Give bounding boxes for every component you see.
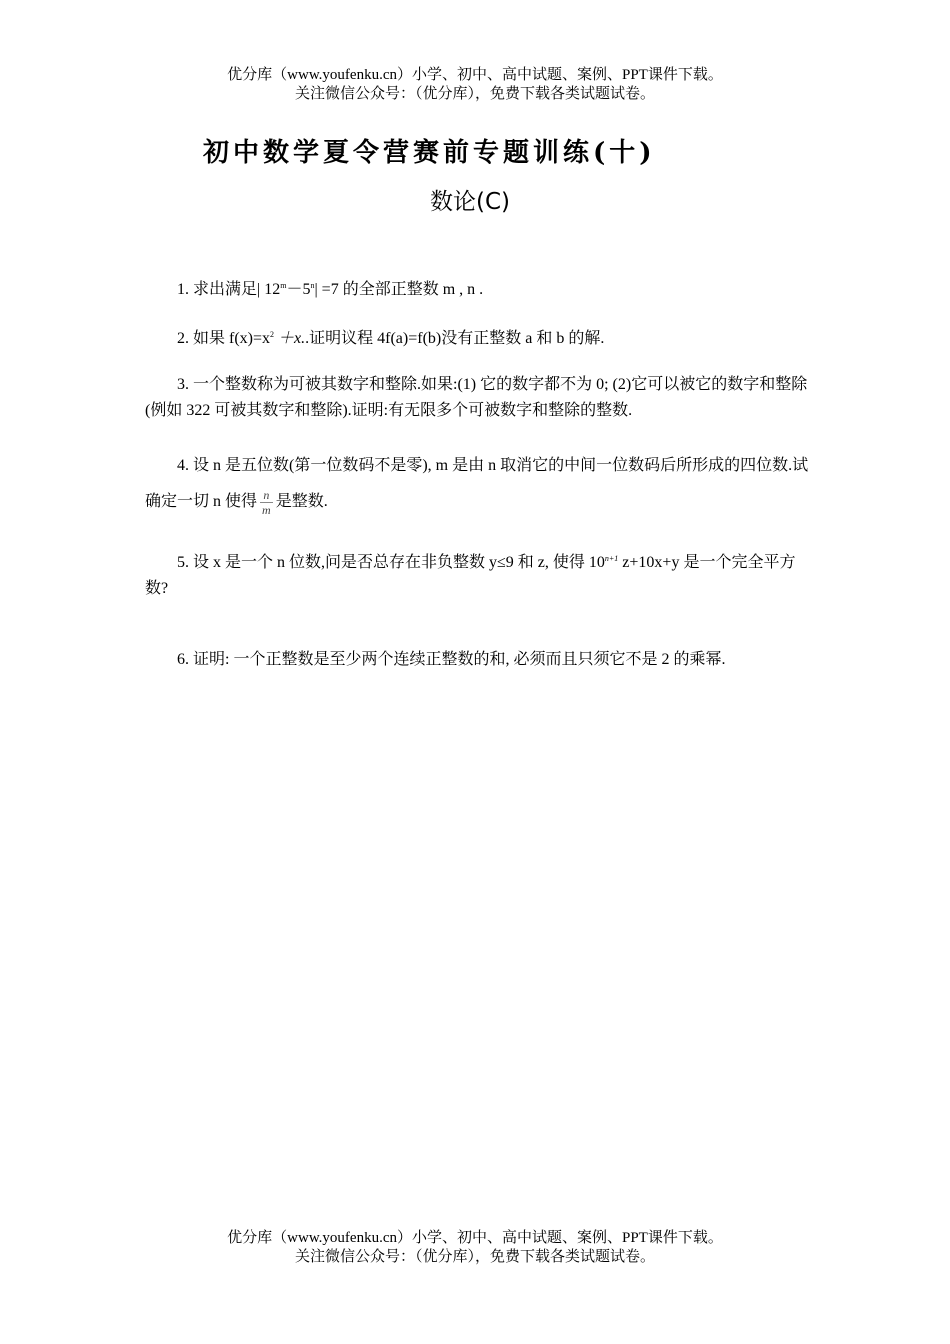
problem-1 xyxy=(145,273,810,303)
exponent-2: 2 xyxy=(270,330,275,339)
header-line-1: 优分库（www.youfenku.cn）小学、初中、高中试题、案例、PPT课件下载。 xyxy=(227,67,723,83)
problem-1-text-c: | =7 的全部正整数 m , n . xyxy=(314,281,484,298)
fraction-denominator: m xyxy=(262,502,271,517)
exponent-n-plus-1: n+1 xyxy=(604,554,619,563)
exponent-n: n xyxy=(310,281,315,290)
problem-4-text-b: 是整数. xyxy=(275,493,328,510)
problem-4-text-a: 4. 设 n 是五位数(第一位数码不是零), m 是由 n 取消它的中间一位数码后所形成的四位数.试确定一切 n 使得 xyxy=(145,457,809,510)
footer-line-2: 关注微信公众号：（优分库），免费下载各类试题试卷。 xyxy=(294,1249,655,1265)
problem-2-text-c: .证明议程 4f(a)=f(b)没有正整数 a 和 b 的解. xyxy=(305,330,605,347)
page-footer xyxy=(0,1229,950,1267)
page-subtitle: 数论(C) xyxy=(430,189,511,215)
problem-5-text-a: 5. 设 x 是一个 n 位数,问是否总存在非负整数 y≤9 和 z, 使得 10 xyxy=(177,554,605,571)
page-header xyxy=(0,66,950,104)
page-title: 初中数学夏令营赛前专题训练(十) xyxy=(203,138,656,168)
problem-6: 6. 证明: 一个正整数是至少两个连续正整数的和, 必须而且只须它不是 2 的乘幂. xyxy=(177,651,726,668)
footer-line-1: 优分库（www.youfenku.cn）小学、初中、高中试题、案例、PPT课件下载。 xyxy=(227,1230,723,1246)
problem-5 xyxy=(145,546,810,602)
problem-3: 3. 一个整数称为可被其数字和整除.如果:(1) 它的数字都不为 0; (2)它可以被它的数字和整除(例如 322 可被其数字和整除).证明:有无限多个可被数字和整除的整数. xyxy=(145,376,808,419)
header-line-2: 关注微信公众号：（优分库），免费下载各类试题试卷。 xyxy=(294,86,655,102)
problem-1-text-b: －5 xyxy=(286,281,311,298)
problem-2 xyxy=(145,322,810,352)
problem-5-text-b: z+10x+y 是一个完全平方数? xyxy=(145,554,796,597)
fraction-numerator: n xyxy=(260,488,273,503)
problem-2-text-a: 2. 如果 f(x)=x xyxy=(177,330,271,347)
fraction-n-over-m xyxy=(260,488,273,517)
problem-2-text-b: ＋x. xyxy=(278,330,306,347)
problem-4 xyxy=(145,448,810,520)
problem-1-text-a: 1. 求出满足| 12 xyxy=(177,281,281,298)
exponent-m: m xyxy=(280,281,287,290)
